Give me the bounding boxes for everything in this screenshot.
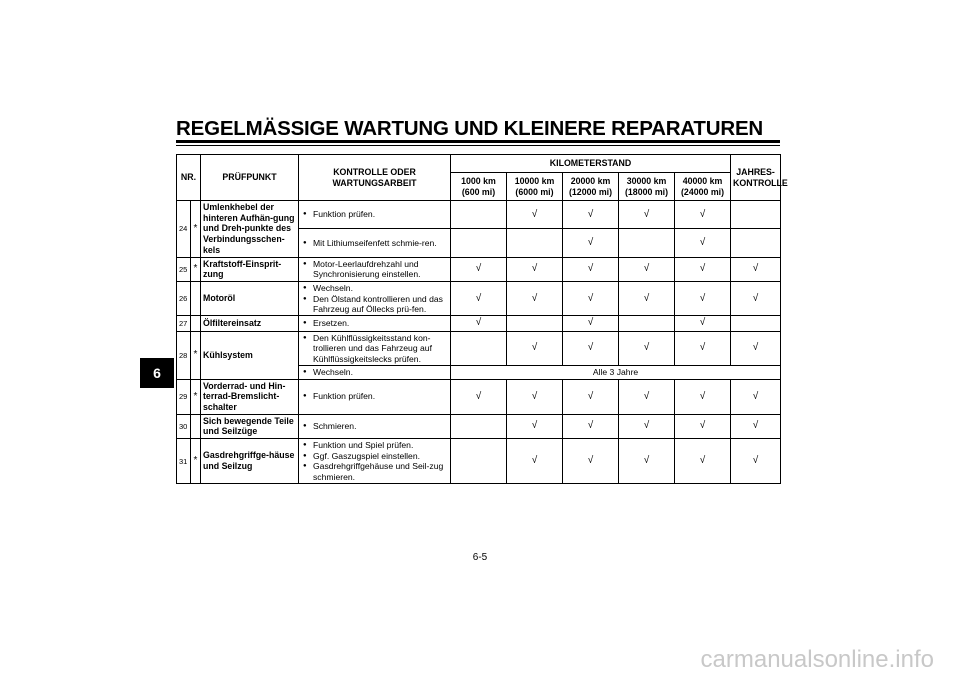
row-pruefpunkt: Kraftstoff-Einsprit-zung (201, 257, 299, 281)
check-mark: √ (507, 414, 563, 438)
header-kilometerstand: KILOMETERSTAND (451, 155, 731, 173)
check-mark: √ (675, 282, 731, 316)
table-row (177, 331, 781, 365)
operation-item: ● Wechseln. (301, 367, 448, 377)
row-star-marker: * (191, 439, 201, 484)
row-operation (299, 414, 451, 438)
check-mark: √ (563, 282, 619, 316)
check-mark: √ (451, 257, 507, 281)
row-pruefpunkt: Umlenkhebel der hinteren Aufhän-gung und Dreh-punkte des Verbindungsschen-kels (201, 201, 299, 258)
header-mi-value: (6000 mi) (515, 186, 554, 197)
table-row (177, 201, 781, 229)
table-row (177, 379, 781, 414)
operation-list (301, 421, 448, 431)
watermark-link[interactable]: carmanualsonline.info (700, 646, 934, 673)
operation-list (301, 333, 448, 364)
row-number: 29 (177, 379, 191, 414)
check-mark: √ (675, 331, 731, 365)
check-mark: √ (507, 201, 563, 229)
page-title: REGELMÄSSIGE WARTUNG UND KLEINERE REPARATUREN (176, 117, 764, 140)
maintenance-table (176, 154, 788, 484)
check-mark: √ (731, 331, 781, 365)
row-number: 27 (177, 316, 191, 331)
empty-cell (451, 229, 507, 257)
check-mark: √ (563, 414, 619, 438)
check-mark: √ (675, 379, 731, 414)
empty-cell (451, 201, 507, 229)
header-km-value: 10000 km (514, 175, 555, 186)
check-mark: √ (507, 379, 563, 414)
check-mark: √ (675, 201, 731, 229)
row-pruefpunkt: Kühlsystem (201, 331, 299, 379)
row-operation (299, 282, 451, 316)
empty-cell (731, 229, 781, 257)
check-mark: √ (675, 414, 731, 438)
row-star-marker: * (191, 257, 201, 281)
check-mark: √ (731, 282, 781, 316)
header-mi-value: (12000 mi) (568, 186, 613, 197)
header-km-value: 30000 km (626, 175, 667, 186)
check-mark: √ (507, 439, 563, 484)
operation-item: ● Funktion prüfen. (301, 209, 448, 219)
row-operation (299, 316, 451, 331)
empty-cell (731, 316, 781, 331)
check-mark: √ (563, 316, 619, 331)
header-nr: NR. (177, 155, 201, 201)
operation-item: ● Motor-Leerlaufdrehzahl und Synchronisierung einstellen. (301, 259, 448, 280)
empty-cell (451, 439, 507, 484)
check-mark: √ (451, 316, 507, 331)
operation-item: ● Ersetzen. (301, 318, 448, 328)
table-row (177, 414, 781, 438)
operation-list (301, 209, 448, 219)
header-jahreskontrolle: JAHRES-KONTROLLE (731, 155, 781, 201)
interval-note: Alle 3 Jahre (451, 366, 781, 379)
header-km-value: 1000 km (461, 175, 496, 186)
operation-item: ● Funktion und Spiel prüfen. (301, 440, 448, 450)
operation-list (301, 391, 448, 401)
table-row (177, 439, 781, 484)
header-km-4 (675, 173, 731, 201)
header-mi-value: (600 mi) (461, 186, 496, 197)
row-pruefpunkt: Sich bewegende Teile und Seilzüge (201, 414, 299, 438)
row-operation (299, 229, 451, 257)
check-mark: √ (731, 414, 781, 438)
empty-cell (451, 414, 507, 438)
row-operation (299, 331, 451, 365)
check-mark: √ (563, 257, 619, 281)
check-mark: √ (619, 201, 675, 229)
check-mark: √ (451, 282, 507, 316)
operation-item: ● Mit Lithiumseifenfett schmie-ren. (301, 238, 448, 248)
header-mi-value: (24000 mi) (681, 186, 725, 197)
empty-cell (507, 316, 563, 331)
row-pruefpunkt: Vorderrad- und Hin-terrad-Bremslicht-schalter (201, 379, 299, 414)
row-number: 24 (177, 201, 191, 258)
title-rule-thin (176, 145, 780, 146)
row-number: 31 (177, 439, 191, 484)
row-number: 25 (177, 257, 191, 281)
check-mark: √ (619, 379, 675, 414)
check-mark: √ (619, 257, 675, 281)
header-km-value: 20000 km (570, 175, 611, 186)
operation-list (301, 238, 448, 248)
operation-item: ● Wechseln. (301, 283, 448, 293)
header-pruefpunkt: PRÜFPUNKT (201, 155, 299, 201)
check-mark: √ (675, 229, 731, 257)
header-km-3 (619, 173, 675, 201)
check-mark: √ (563, 379, 619, 414)
operation-item: ● Ggf. Gaszugspiel einstellen. (301, 451, 448, 461)
header-km-value: 40000 km (682, 175, 723, 186)
row-star-marker: * (191, 379, 201, 414)
operation-list (301, 440, 448, 482)
check-mark: √ (675, 257, 731, 281)
check-mark: √ (731, 257, 781, 281)
table-row (177, 316, 781, 331)
row-star-marker: * (191, 201, 201, 258)
check-mark: √ (731, 439, 781, 484)
check-mark: √ (731, 379, 781, 414)
check-mark: √ (619, 331, 675, 365)
header-km-2 (563, 173, 619, 201)
check-mark: √ (619, 439, 675, 484)
row-operation (299, 257, 451, 281)
check-mark: √ (619, 282, 675, 316)
page-number: 6-5 (472, 552, 488, 563)
operation-list (301, 367, 448, 377)
empty-cell (451, 331, 507, 365)
row-star-marker: * (191, 331, 201, 379)
row-operation (299, 366, 451, 379)
check-mark: √ (563, 331, 619, 365)
row-star-marker (191, 282, 201, 316)
check-mark: √ (451, 379, 507, 414)
operation-item: ● Den Ölstand kontrollieren und das Fahrzeug auf Öllecks prü-fen. (301, 294, 448, 315)
check-mark: √ (563, 201, 619, 229)
check-mark: √ (563, 439, 619, 484)
header-mi-value: (18000 mi) (624, 186, 669, 197)
table-row (177, 282, 781, 316)
empty-cell (731, 201, 781, 229)
row-pruefpunkt: Ölfiltereinsatz (201, 316, 299, 331)
header-km-0 (451, 173, 507, 201)
header-km-1 (507, 173, 563, 201)
row-operation (299, 439, 451, 484)
row-operation (299, 379, 451, 414)
row-star-marker (191, 316, 201, 331)
empty-cell (619, 316, 675, 331)
row-pruefpunkt: Motoröl (201, 282, 299, 316)
check-mark: √ (563, 229, 619, 257)
row-number: 28 (177, 331, 191, 379)
row-number: 26 (177, 282, 191, 316)
operation-list (301, 318, 448, 328)
check-mark: √ (675, 439, 731, 484)
row-operation (299, 201, 451, 229)
operation-item: ● Funktion prüfen. (301, 391, 448, 401)
title-rule-thick (176, 140, 780, 143)
row-star-marker (191, 414, 201, 438)
chapter-tab[interactable]: 6 (140, 358, 174, 388)
check-mark: √ (507, 331, 563, 365)
operation-list (301, 283, 448, 314)
check-mark: √ (507, 257, 563, 281)
header-arbeit: KONTROLLE ODER WARTUNGSARBEIT (299, 155, 451, 201)
empty-cell (507, 229, 563, 257)
check-mark: √ (675, 316, 731, 331)
row-pruefpunkt: Gasdrehgriffge-häuse und Seilzug (201, 439, 299, 484)
operation-item: ● Den Kühlflüssigkeitsstand kon-trollieren und das Fahrzeug auf Kühlflüssigkeitslecks prüfen. (301, 333, 448, 364)
operation-item: ● Schmieren. (301, 421, 448, 431)
operation-list (301, 259, 448, 280)
operation-item: ● Gasdrehgriffgehäuse und Seil-zug schmieren. (301, 461, 448, 482)
empty-cell (619, 229, 675, 257)
check-mark: √ (619, 414, 675, 438)
check-mark: √ (507, 282, 563, 316)
table-row (177, 257, 781, 281)
row-number: 30 (177, 414, 191, 438)
